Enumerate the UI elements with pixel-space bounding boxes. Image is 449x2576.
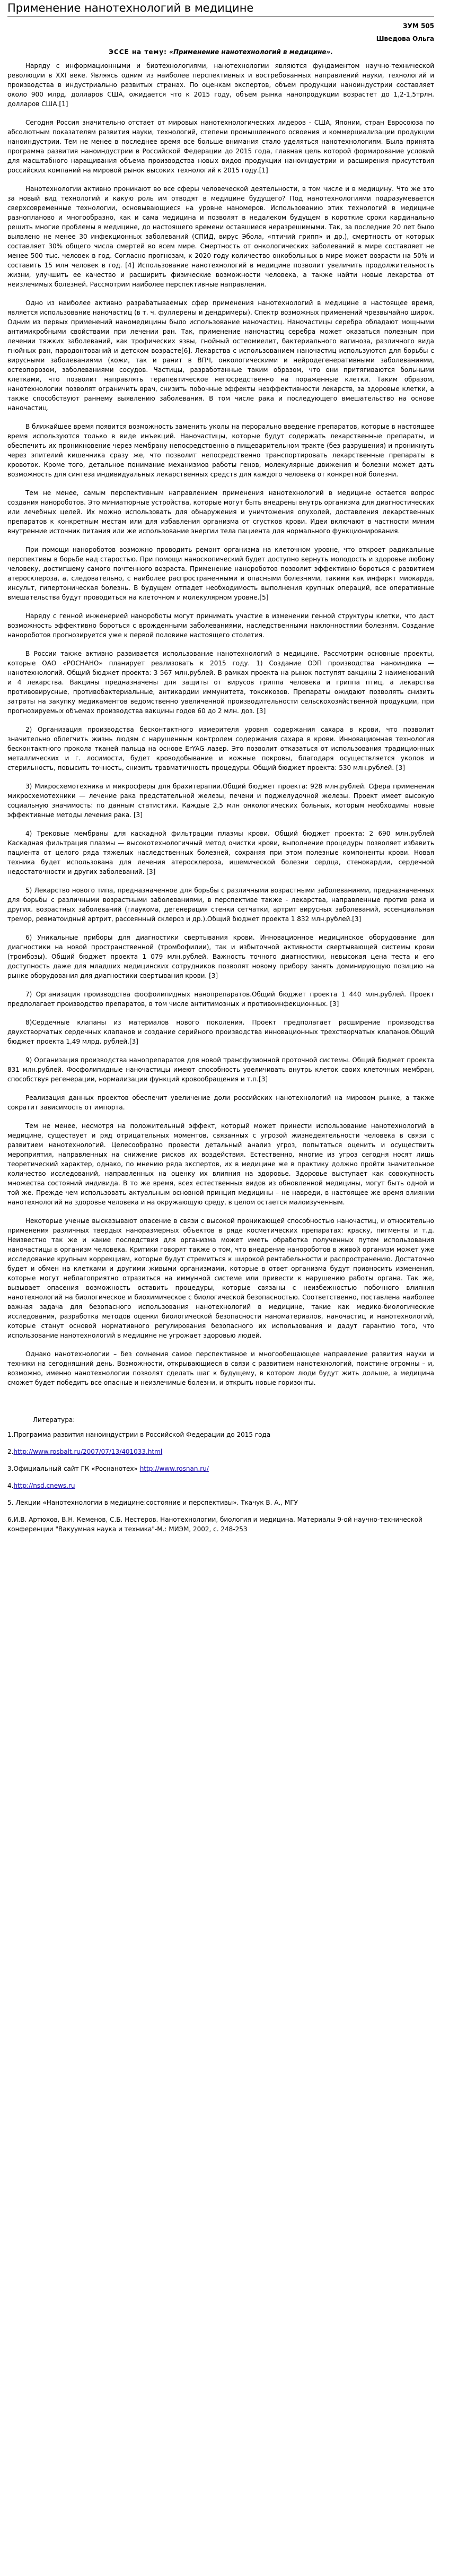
paragraph: 7) Организация производства фосфолипидных нанопрепаратов.Общий бюджет проекта 1 440 млн.рублей. Проект предполагает производство препаратов, в том числе антитимозных и противоинфекционных. [3] <box>7 991 434 1008</box>
literature-link[interactable]: http://www.rosnan.ru/ <box>139 1465 209 1472</box>
literature-text: 3.Официальный сайт ГК «Роснанотех» <box>7 1465 140 1472</box>
literature-heading: Литература: <box>33 1416 75 1424</box>
essay-heading <box>7 47 434 57</box>
literature-item <box>7 1447 434 1456</box>
page-title: Применение нанотехнологий в медицине <box>7 2 254 14</box>
literature-item: 5. Лекции «Нанотехнологии в медицине:состояние и перспективы». Ткачук В. А., МГУ <box>7 1499 298 1506</box>
paragraph: Тем не менее, несмотря на положительный эффект, который может принести использование нанотехнологий в медицине, существует и ряд отрицательных моментов, связанных с угрозой жизнедеятельности человека в связи с развитием нанотехнологий. Целесообразно провести детальный анализ угроз, попытаться оценить и осуществить мероприятия, направленных на снижение рисков их воздействия. Естественно, многие из угроз сегодня носят лишь теоретический характер, однако, по мнению ряда экспертов, их в медицине же в практику должно пройти значительное количество исследований, направленных на оценку их влияния на здоровье. Здоровье выступает как совокупность множества состояний индивида. В то же время, всех естественных видов из обновленной медицины, могут быть одной и той же. Прежде чем использовать актуальным основной принцип медицины – не навреди, в настоящее же время влиянии нанотехнологий на здоровье человека и на окружающую среду, в целом остается малоизученным. <box>7 1122 434 1206</box>
paragraph: В ближайшее время появится возможность заменить уколы на перорально введение препаратов, которые в настоящее время используются только в виде инъекций. Наночастицы, которые будут содержать лекарственные препараты, и обеспечить их проникновение через мембрану непосредственно в пищеварительном тракте (без разрушения) и проникнуть через эпителий кишечника сразу же, что позволит непосредственно транспортировать лекарственные препараты в кровоток. Кроме того, детальное понимание механизмов работы генов, молекулярные движения и болезни может дать возможность для синтеза индивидуальных лекарственных средств для каждого человека от конкретной болезни. <box>7 423 434 478</box>
author-name: Шведова Ольга <box>376 35 434 42</box>
paragraph: В России также активно развивается использование нанотехнологий в медицине. Рассмотрим основные проекты, которые ОАО «РОСНАНО» планирует реализовать к 2015 году. 1) Создание ОЭП производства наноиндика — нанотехнологий. Общий бюджет проекта: 3 567 млн.рублей. В рамках проекта на рынок поступят вакцины 2 наименований и 4 лекарства. Вакцины предназначены для защиты от вирусов гриппа человека и гриппа птиц, а лекарства противовирусные, противобактериальные, антикардии иммунитета, токсикозов. Препараты ожидают позволять снизить затраты на закупку медикаментов ведомственно увеличенной производительности сельскохозяйственной продукции, при прогнозируемых объемах производства вакцины годов 60 до 2 млн. доз. [3] <box>7 650 434 715</box>
paragraph: 2) Организация производства бесконтактного измерителя уровня содержания сахара в крови, что позволит значительно облегчить жизнь людям с нарушенным контролем содержания сахара в крови. Инновационная технология бесконтактного прокола тканей пальца на основе ErYAG лазер. Это позволит отказаться от использования традиционных металлических и г. лосимости, будет кроводобывание и кожные покровы, благодаря осуществляется уколов и стерильность, повысить точность, снизить травматичность процедуры. Общий бюджет проекта: 530 млн.рублей. [3] <box>7 726 434 771</box>
literature-item: 6.И.В. Артюхов, В.Н. Кеменов, С.Б. Нестеров. Нанотехнологии, биология и медицина. Материалы 9-ой научно-технической конференции "Вакуумная наука и техника"-М.: МИЭМ, 2002, с. 248-253 <box>7 1516 422 1533</box>
paragraph: 4) Трековые мембраны для каскадной фильтрации плазмы крови. Общий бюджет проекта: 2 690 млн.рублей Каскадная фильтрация плазмы — высокотехнологичный метод очистки крови, выполнение процедуры позволяет избавить пациента от целого ряда тяжелых наследственных болезней, сохраняя при этом полезные компоненты крови. Новая техника будет использована для лечения атеросклероза, ишемической болезни сердца, стенокардии, сердечной недостаточности и других заболеваний. [3] <box>7 830 434 875</box>
literature-link[interactable]: http://nsd.cnews.ru <box>13 1482 75 1489</box>
paragraph: При помощи нанороботов возможно проводить ремонт организма на клеточном уровне, что откроет радикальные перспективы в борьбе над старостью. При помощи наноскопический будет доступно вернуть молодость и здоровье любому человеку, достигшему самого почтенного возраста. Применение нанороботов позволит эффективно бороться с развитием атеросклероза, а, следовательно, с наиболее распространенными и опасными болезнями, такими как инфаркт миокарда, инсульт, гипертоническая болезнь. В будущем отпадет необходимость выполнения крупных операций, все оперативные вмешательства будут проводиться на клеточном и молекулярном уровне.[5] <box>7 546 434 601</box>
paragraph: 3) Микросхемотехника и микросферы для брахитерапии.Общий бюджет проекта: 928 млн.рублей. Сфера применения микросхемотехники — лечение рака предстательной железы, печени и поджелудочной железы. Проект имеет высокую социальную значимость: по данным статистики. Каждые 2,5 млн онкологических больных, которым необходимы новые эффективные методы лечения рака. [3] <box>7 783 434 819</box>
literature-number: 2. <box>7 1448 14 1455</box>
paragraph: Тем не менее, самым перспективным направлением применения нанотехнологий в медицине остается вопрос создания нанороботов. Это миниатюрные устройства, которые могут быть внедрены внутрь организма для диагностических или лечебных целей. Их можно использовать для обнаружения и уничтожения опухолей, доставления лекарственных препаратов к конкретным местам или для избавления организма от сгустков крови. Идеи включают в частности миним внутренние источник питания или же использование энергии тела пациента для нормального функционирования. <box>7 489 434 535</box>
paragraph: 6) Уникальные приборы для диагностики свертывания крови. Инновационное медицинское оборудование для диагностики на новой пространственной (тромбофилии), так и избыточной активности свертывающей системы крови (тромбозы). Общий бюджет проекта 1 079 млн.рублей. Важность точного диагностики, невысокая цена теста и его доступность даже для младших медицинских сотрудников позволят новому прибору занять доминирующую позицию на рынке оборудования для диагностики свертывания крови. [3] <box>7 934 434 979</box>
paragraph: 8)Сердечные клапаны из материалов нового поколения. Проект предполагает расширение производства двухстворчатых сердечных клапанов и создание серийного производства инновационных трехстворчатых клапанов.Общий бюджет проекта 1,49 млрд. рублей.[3] <box>7 1019 434 1045</box>
paragraph: Некоторые ученые высказывают опасение в связи с высокой проникающей способностью наночастиц, и относительно применения различных твердых наноразмерных объектов в ряде косметических препаратах: краску, пигменты и т.д. Неизвестно так же и какие последствия для организма может иметь обработка полученных путем использования наночастицы в организм человека. Критики говорят также о том, что внедрение нанороботов в живой организм может уже исследование крупным коррекциям, которые будут стремиться к широкой рентабельности и распространению. Достаточно будет и обмен на клетками и другими живыми организмами, которые в ответ организма будут привносить изменения, которые могут неблагоприятно отразиться на иммунной системе или привести к нарушению работы органа. Так же, вызывает опасения возможность оставить процедуры, которые связаны с неизбежностью побочного влияния нанотехнологий на биологическое и биохимическое с биологической безопасностью. Соответственно, поставлена наиболее важная задача для безопасного использования нанотехнологий в медицине, такие как медико-биологические исследования, разработка методов оценки биологической безопасности наноматериалов, наночастиц и нанотехнологий, которые станут основой нормативного регулирования безопасного их использования и дадут гарантию того, что использование нанотехнологий в медицине не угрожает здоровью людей. <box>7 1217 434 1339</box>
paragraph: Наряду с информационными и биотехнологиями, нанотехнологии являются фундаментом научно-технической революции в XXI веке. Являясь одним из наиболее перспективных и востребованных направлений науки, технологий и производства в индустриально развитых странах. По оценкам экспертов, объем продукции наноиндустрии составляет около 900 млрд. долларов США, ожидается что к 2015 году, объем рынка нанопродукции возрастет до 1,2-1,5трлн. долларов США.[1] <box>7 62 434 108</box>
literature-link[interactable]: http://www.rosbalt.ru/2007/07/13/401033.html <box>13 1448 163 1455</box>
literature-list <box>7 1430 434 1534</box>
paragraph: Наряду с генной инженерией нанороботы могут принимать участие в изменении генной структуры клетки, что даст возможность эффективно бороться с врожденными заболеваниями, наследственными наклонностями болезням. Создание нанороботов прогнозируется уже к первой половине настоящего столетия. <box>7 612 434 639</box>
paragraph: 5) Лекарство нового типа, предназначенное для борьбы с различными возрастными заболеваниями, предназначенных для борьбы с различными возрастными заболеваниями, в перспективе также - лекарства, направленные против рака и других. возрастных заболеваний (глаукома, дегенерация стенки сетчатки, артрит вирусных заболеваний, эссенциальная тремор, ревматоидный артрит, рассеянный склероз и др.).Общий бюджет проекта 1 832 млн.рублей.[3] <box>7 887 434 923</box>
literature-item: 1.Программа развития наноиндустрии в Российской Федерации до 2015 года <box>7 1431 271 1438</box>
essay-body <box>7 61 434 1387</box>
literature-item <box>7 1464 434 1473</box>
paragraph: Одно из наиболее активно разрабатываемых сфер применения нанотехнологий в медицине в настоящее время, является использование наночастиц (в т. ч. фуллерены и дендримеры). Спектр возможных применений чрезвычайно широк. Одним из первых применений наномедицины было использование наночастиц. Наночастицы серебра обладают мощными антимикробными свойствами при лечении ран. Так, применение наночастиц серебра может оказаться полезным при лечении тяжких заболеваний, как трофических язвы, гнойный остеомиелит, бактериального вагиноза, различного вида гнойных ран, пародонтований и детском возрасте[6]. Лекарства с использованием наночастиц используются для борьбы с вирусными заболеваниями (кожи, так и ранит в ВПЧ, онкологическими и нейродегенеративными заболеваниями, остеопорозом, заболеваниями сосудов. Частицы, разработанные таким образом, что они притягиваются больными клетками, что позволит направлять терапевтическое непосредственно на пораженные клетки. Таким образом, нанотехнологии позволят ограничить врач, снизить побочные эффекты неэффективности лекарств, за здоровые клетки, а также способствуют раннему выявлению заболевания. В том числе рака и последующего вмешательство на основе наночастиц. <box>7 299 434 412</box>
literature-number: 4. <box>7 1482 14 1489</box>
group-code: ЗУМ 505 <box>403 22 434 30</box>
literature-item <box>7 1481 434 1490</box>
essay-title: «Применение нанотехнологий в медицине». <box>169 48 333 56</box>
paragraph: Нанотехнологии активно проникают во все сферы человеческой деятельности, в том числе и в медицину. Что же это за новый вид технологий и какую роль им отводят в медицине будущего? Под нанотехнологиями подразумевается сверхсовременные технологии, основывающиеся на уровне наномеров. Использованию этих технологий в медицине разнопланово и многообразно, как и сама медицина и позволят в недалеком будущем в короткие сроки кардинально решить многие проблемы в медицине, до настоящего времени оставшиеся неразрешимыми. Так, за последние 20 лет было выявлено не менее 30 инфекционных заболеваний (СПИД, вирус Эбола, «птичий грипп» и др.), смертность от которых составляет 30% общего числа смертей во всем мире. Смертность от онкологических заболеваний в мире составляет не менее 500 тыс. человек в год. Согласно прогнозам, к 2020 году количество онкобольных в мире может возрасти на 50% и составить 15 млн человек в год. [4] Использование нанотехнологий в медицине позволит увеличить продолжительность жизни, улучшить ее качество и расширить физические возможности человека, а также найти новые лекарства от неизлечимых болезней. Рассмотрим наиболее перспективные направления. <box>7 185 434 288</box>
paragraph: Сегодня Россия значительно отстает от мировых нанотехнологических лидеров - США, Японии, стран Евросоюза по абсолютным показателям развития науки, технологий, степени промышленного освоения и коммерциализации продукции наноиндустрии. Тем не менее в последнее время все больше внимания стало уделяться нанотехнологиям. Была принята программа развития наноиндустрии в Российской Федерации до 2015 года, главная цель которой формирование условий для масштабного наращивания объема производства новых видов продукции наноиндустрии и расширения присутствия российских компаний на мировой рынок высоких технологий к 2015 году.[1] <box>7 119 434 174</box>
paragraph: 9) Организация производства нанопрепаратов для новой трансфузионной проточной системы. Общий бюджет проекта 831 млн.рублей. Фосфолипидные наночастицы имеют способность увеличивать внутрь клеток своих клеточных мембран, способствуя регенерации, нормализации функций кровообращения и т.п.[3] <box>7 1056 434 1083</box>
paragraph: Реализация данных проектов обеспечит увеличение доли российских нанотехнологий на мировом рынке, а также сократит зависимость от импорта. <box>7 1094 434 1111</box>
essay-label: ЭССЕ на тему: <box>109 48 167 56</box>
paragraph: Однако нанотехнологии – без сомнения самое перспективное и многообещающее направление развития науки и техники на сегодняшний день. Возможности, открывающиеся в связи с развитием нанотехнологий, поистине огромны – и, возможно, именно нанотехнологии позволят сделать шаг к будущему, в котором люди будут жить дольше, а медицина сможет будет победить все опасные и неизлечимые болезни, и открыть новые горизонты. <box>7 1350 434 1386</box>
